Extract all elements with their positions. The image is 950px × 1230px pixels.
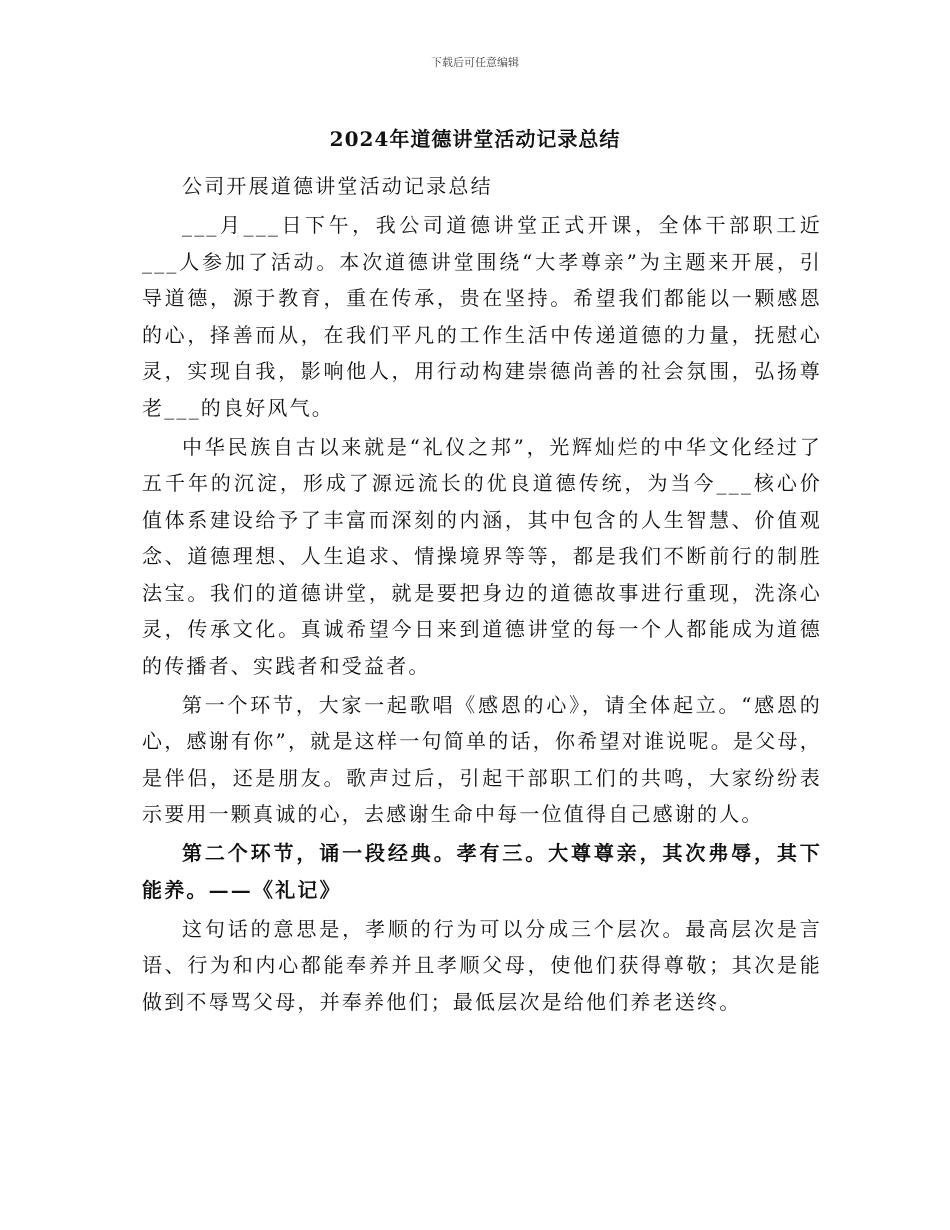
body-paragraph: ___月___日下午，我公司道德讲堂正式开课，全体干部职工近___人参加了活动。本次道德讲堂围绕“大孝尊亲”为主题来开展，引导道德，源于教育，重在传承，贵在坚持。希望我们都能以一颗感恩的心，择善而从，在我们平凡的工作生活中传递道德的力量，抚慰心灵，实现自我，影响他人，用行动构建崇德尚善的社会氛围，弘扬尊老___的良好风气。 — [142, 213, 822, 420]
document-title: 2024年道德讲堂活动记录总结 — [329, 127, 621, 151]
body-paragraph: 中华民族自古以来就是“礼仪之邦”，光辉灿烂的中华文化经过了五千年的沉淀，形成了源远流长的优良道德传统，为当今___核心价值体系建设给予了丰富而深刻的内涵，其中包含的人生智慧、价值观念、道德理想、人生追求、情操境界等等，都是我们不断前行的制胜法宝。我们的道德讲堂，就是要把身边的道德故事进行重现，洗涤心灵，传承文化。真诚希望今日来到道德讲堂的每一个人都能成为道德的传播者、实践者和受益者。 — [142, 434, 822, 678]
bold-paragraph: 第二个环节，诵一段经典。孝有三。大尊尊亲，其次弗辱，其下能养。——《礼记》 — [142, 841, 822, 902]
body-paragraph: 这句话的意思是，孝顺的行为可以分成三个层次。最高层次是言语、行为和内心都能奉养并且孝顺父母，使他们获得尊敬；其次是能做到不辱骂父母，并奉养他们；最低层次是给他们养老送终。 — [142, 916, 822, 1014]
document-body — [142, 168, 822, 1023]
header-note: 下载后可任意编辑 — [431, 56, 519, 69]
body-paragraph: 第一个环节，大家一起歌唱《感恩的心》，请全体起立。“感恩的心，感谢有你”，就是这样一句简单的话，你希望对谁说呢。是父母，是伴侣，还是朋友。歌声过后，引起干部职工们的共鸣，大家纷纷表示要用一颗真诚的心，去感谢生命中每一位值得自己感谢的人。 — [142, 692, 822, 826]
subtitle-paragraph: 公司开展道德讲堂活动记录总结 — [182, 174, 493, 198]
